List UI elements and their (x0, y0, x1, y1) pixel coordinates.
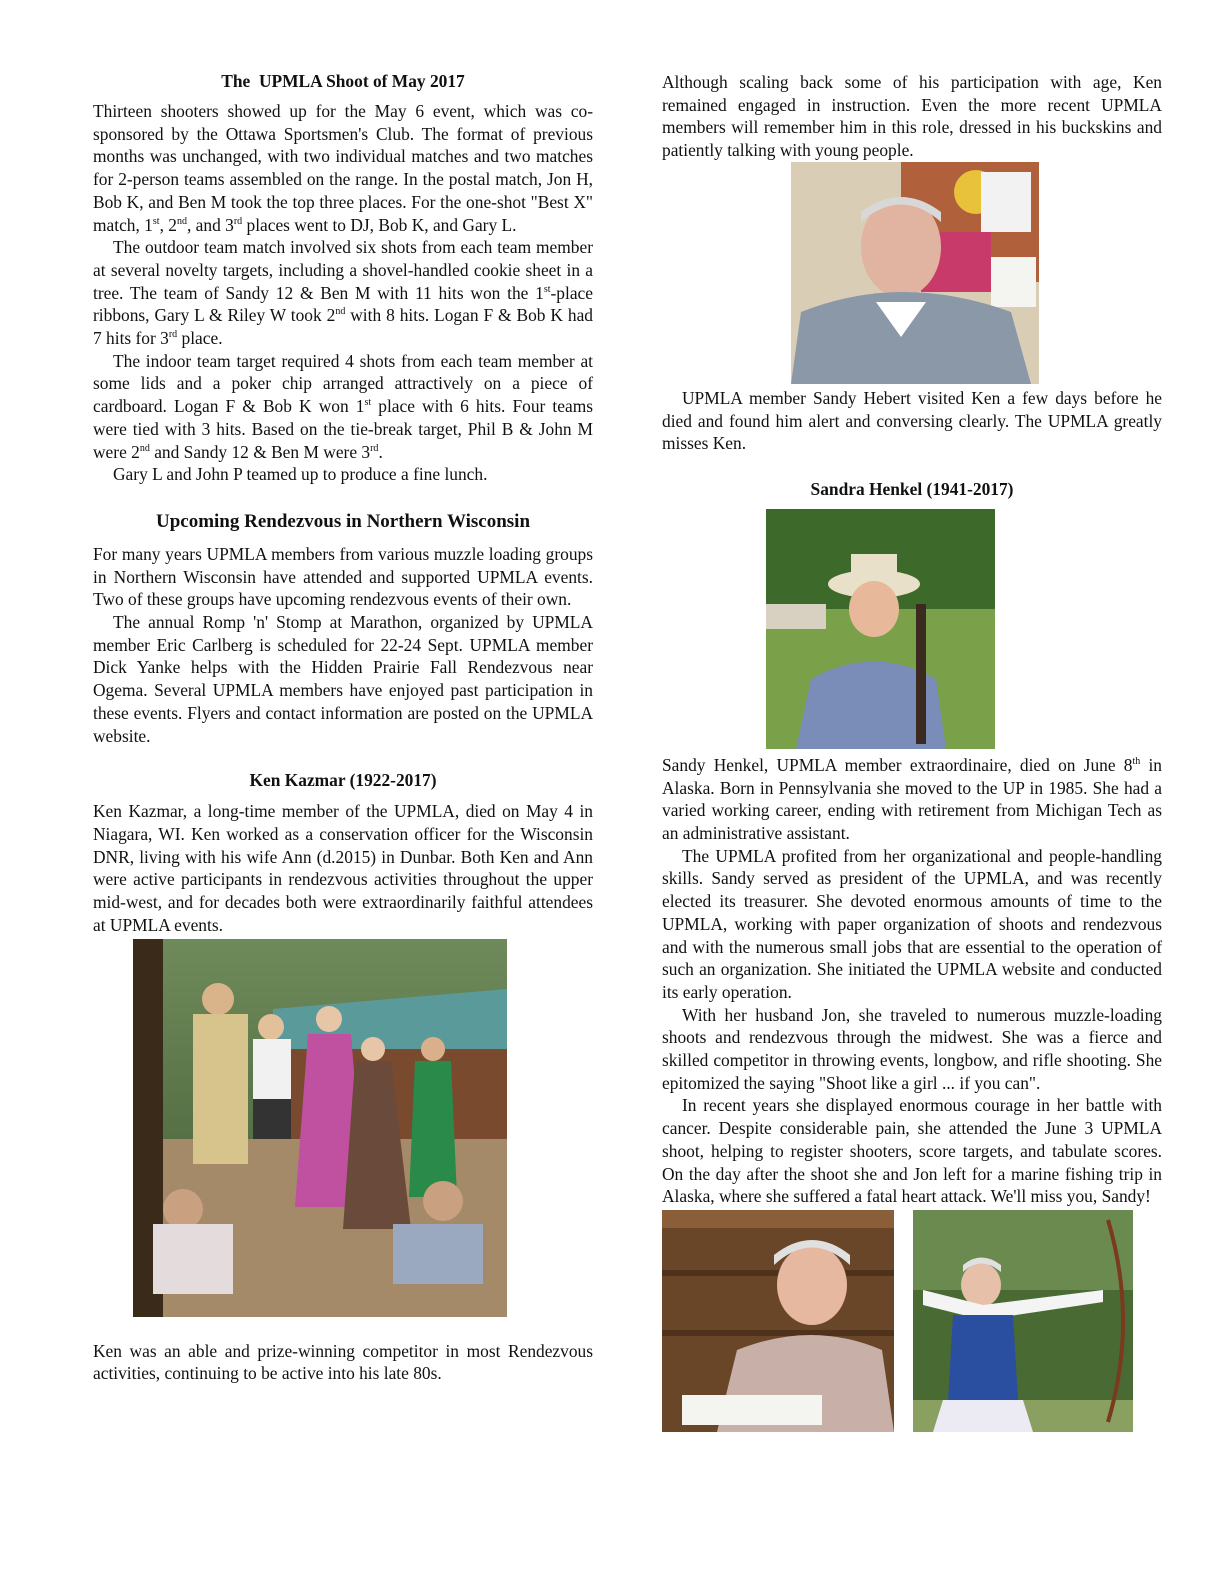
ken-portrait-photo (791, 162, 1039, 384)
text: place with 6 hits. Four teams were tied with 3 hits. Based on the tie-break target, Phil B & John M were 2 (93, 396, 593, 462)
sandra-desk-photo (662, 1210, 894, 1432)
text: places went to DJ, Bob K, and Gary L. (242, 214, 517, 235)
ken-paragraph-2: Ken was an able and prize-winning competitor in most Rendezvous activities, continuing to be active into his late 80s. (93, 1340, 593, 1384)
rendezvous-paragraph-2: The annual Romp 'n' Stomp at Marathon, organized by UPMLA member Eric Carlberg is scheduled for 22-24 Sept. UPMLA member Dick Yanke helps with the Hidden Prairie Fall Rendezvous near Ogema. Several UPMLA members have enjoyed past participation in these events. Flyers and contact information are posted on the UPMLA website. (93, 612, 593, 746)
ken-group-photo (133, 939, 507, 1317)
sandra-paragraph-3: With her husband Jon, she traveled to numerous muzzle-loading shoots and rendezvous through the midwest. She was a fierce and skilled competitor in throwing events, longbow, and rifle shooting. She epitomized the saying "Shoot like a girl ... if you can". (662, 1004, 1162, 1093)
ken-paragraph-1: Ken Kazmar, a long-time member of the UPMLA, died on May 4 in Niagara, WI. Ken worked as a conservation officer for the Wisconsin DNR, living with his wife Ann (d.2015) in Dunbar. Both Ken and Ann were active participants in rendezvous activities throughout the upper mid-west, and for decades both were extraordinarily faithful attendees at UPMLA events. (93, 801, 593, 935)
sup: rd (168, 329, 178, 341)
ken-paragraph-4: UPMLA member Sandy Hebert visited Ken a few days before he died and found him alert and conversing clearly. The UPMLA greatly misses Ken. (662, 387, 1162, 454)
text: , and 3 (186, 214, 234, 235)
text: and Sandy 12 & Ben M were 3 (149, 441, 371, 462)
text: . (378, 441, 383, 462)
left-column (93, 70, 593, 1385)
sandra-archery-photo (913, 1210, 1133, 1432)
sup: st (364, 397, 372, 409)
sup: nd (176, 215, 187, 227)
sup: nd (139, 442, 150, 454)
text: in Alaska. Born in Pennsylvania she moved to the UP in 1985. She had a varied working career, ending with retirement from Michigan Tech as an administrative assistant. (662, 754, 1162, 844)
shoot-paragraph-2 (93, 236, 593, 350)
ken-paragraph-3: Although scaling back some of his participation with age, Ken remained engaged in instruction. Even the more recent UPMLA members will remember him in this role, dressed in his buckskins and patiently talking with young people. (662, 72, 1162, 161)
text: , 2 (159, 214, 177, 235)
rendezvous-heading: Upcoming Rendezvous in Northern Wisconsin (155, 510, 531, 532)
text: Sandy Henkel, UPMLA member extraordinaire, died on June 8 (662, 754, 1133, 775)
sandra-heading: Sandra Henkel (1941-2017) (810, 478, 1014, 499)
sup: st (543, 283, 551, 295)
text: with 8 hits. Logan F & Bob K had 7 hits for 3 (93, 305, 593, 349)
sandra-paragraph-1 (662, 754, 1162, 845)
ken-heading: Ken Kazmar (1922-2017) (249, 770, 437, 791)
shoot-paragraph-1 (93, 100, 593, 236)
sup: rd (233, 215, 243, 227)
sandra-photo-row (662, 1210, 1162, 1432)
shoot-paragraph-4: Gary L and John P teamed up to produce a fine lunch. (113, 464, 488, 485)
text: The indoor team target required 4 shots from each team member at some lids and a poker chip arranged attractively on a piece of cardboard. Logan F & Bob K won 1 (93, 350, 593, 417)
shoot-paragraph-3 (93, 350, 593, 464)
text: -place ribbons, Gary L & Riley W took 2 (93, 282, 593, 326)
right-column (662, 71, 1162, 1432)
rendezvous-paragraph-1: For many years UPMLA members from various muzzle loading groups in Northern Wisconsin have attended and supported UPMLA events. Two of these groups have upcoming rendezvous events of their own. (93, 543, 593, 610)
sandra-paragraph-4: In recent years she displayed enormous courage in her battle with cancer. Despite considerable pain, she attended the June 3 UPMLA shoot, helping to register shooters, score targets, and tabulate scores. On the day after the shoot she and Jon left for a marine fishing trip in Alaska, where she suffered a fatal heart attack. We'll miss you, Sandy! (662, 1095, 1162, 1207)
sup: th (1132, 756, 1141, 768)
sup: rd (370, 442, 379, 454)
sandra-paragraph-2: The UPMLA profited from her organizational and people-handling skills. Sandy served as president of the UPMLA, and was recently elected its treasurer. She devoted enormous amounts of time to the UPMLA, working with paper organization of shoots and rendezvous and with the numerous small jobs that are essential to the operation of such an organization. She initiated the UPMLA website and conducted its early operation. (662, 845, 1162, 1002)
text: The outdoor team match involved six shots from each team member at several novelty targets, including a shovel-handled cookie sheet in a tree. The team of Sandy 12 & Ben M with 11 hits won the 1 (93, 237, 593, 303)
shoot-heading: The UPMLA Shoot of May 2017 (221, 71, 465, 91)
sup: st (152, 215, 160, 227)
sandra-portrait-photo (766, 509, 995, 749)
text: place. (177, 328, 223, 349)
sup: nd (335, 306, 346, 318)
text: Thirteen shooters showed up for the May 6 event, which was co-sponsored by the Ottawa Sportsmen's Club. The format of previous months was unchanged, with two individual matches and two matches for 2-person teams assembled on the range. In the postal match, Jon H, Bob K, and Ben M took the top three places. For the one-shot "Best X" match, 1 (93, 101, 593, 235)
